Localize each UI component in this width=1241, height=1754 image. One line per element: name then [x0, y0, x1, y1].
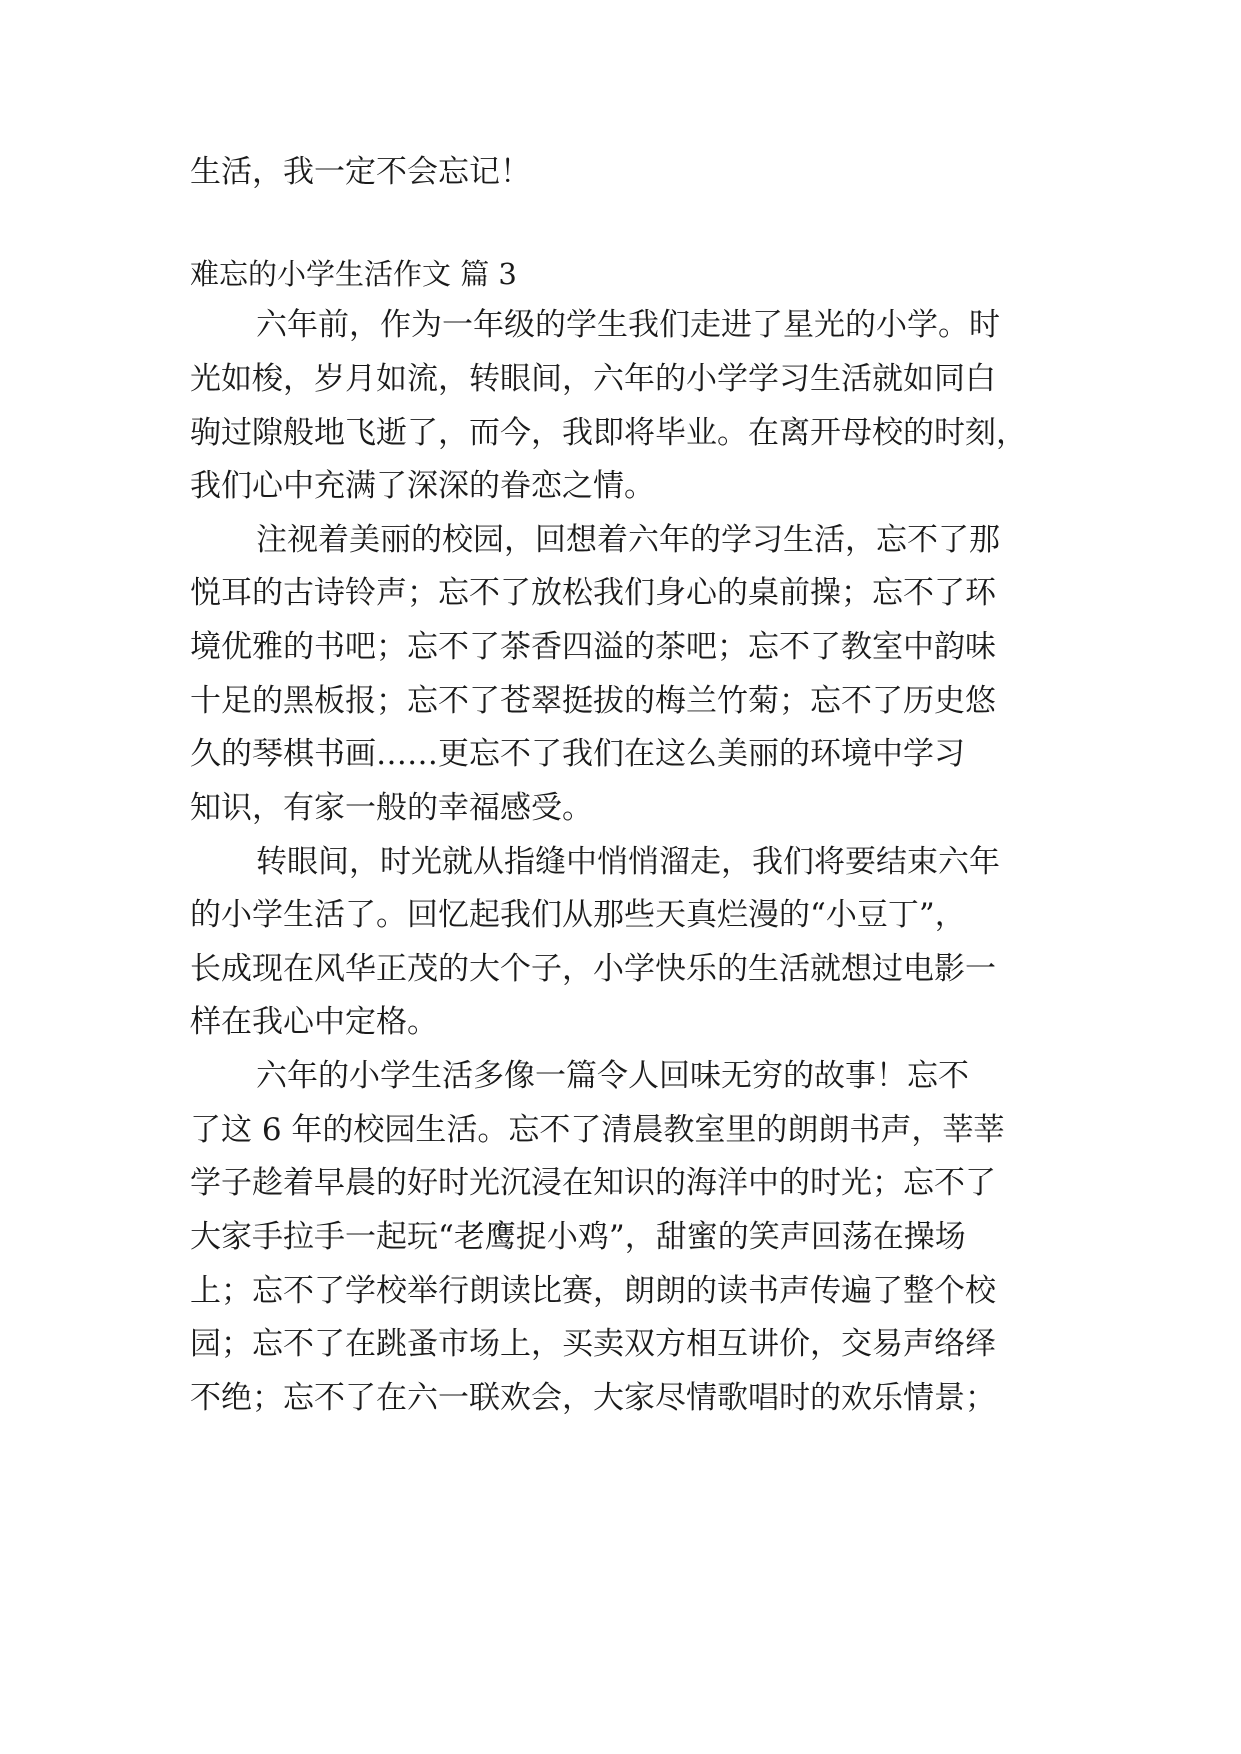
- paragraph-line: 我们心中充满了深深的眷恋之情。: [190, 468, 655, 504]
- paragraph-line: 样在我心中定格。: [190, 1004, 438, 1040]
- paragraph-line: 大家手拉手一起玩“老鹰捉小鸡”，甜蜜的笑声回荡在操场: [190, 1219, 966, 1255]
- paragraph-line: 不绝；忘不了在六一联欢会，大家尽情歌唱时的欢乐情景；: [190, 1380, 996, 1416]
- paragraph-line: 境优雅的书吧；忘不了茶香四溢的茶吧；忘不了教室中韵味: [190, 629, 996, 665]
- section-heading: 难忘的小学生活作文 篇 3: [190, 257, 517, 291]
- paragraph-line: 十足的黑板报；忘不了苍翠挺拔的梅兰竹菊；忘不了历史悠: [190, 683, 996, 719]
- paragraph-line: 上；忘不了学校举行朗读比赛，朗朗的读书声传遍了整个校: [190, 1273, 996, 1309]
- paragraph-line: 六年的小学生活多像一篇令人回味无穷的故事！忘不: [256, 1058, 969, 1094]
- paragraph-line: 悦耳的古诗铃声；忘不了放松我们身心的桌前操；忘不了环: [190, 575, 996, 611]
- paragraph-line: 注视着美丽的校园，回想着六年的学习生活，忘不了那: [256, 522, 1000, 558]
- paragraph-line: 园；忘不了在跳蚤市场上，买卖双方相互讲价，交易声络绎: [190, 1326, 996, 1362]
- paragraph-line: 学子趁着早晨的好时光沉浸在知识的海洋中的时光；忘不了: [190, 1165, 996, 1201]
- paragraph-line: 光如梭，岁月如流，转眼间，六年的小学学习生活就如同白: [190, 361, 996, 397]
- paragraph-line: 六年前，作为一年级的学生我们走进了星光的小学。时: [256, 307, 1000, 343]
- paragraph-line: 的小学生活了。回忆起我们从那些天真烂漫的“小豆丁”，: [190, 897, 966, 933]
- paragraph-line: 知识，有家一般的幸福感受。: [190, 790, 593, 826]
- paragraph-line: 了这 6 年的校园生活。忘不了清晨教室里的朗朗书声，莘莘: [190, 1112, 1005, 1148]
- paragraph-line: 驹过隙般地飞逝了，而今，我即将毕业。在离开母校的时刻，: [190, 415, 1027, 451]
- paragraph-line: 久的琴棋书画……更忘不了我们在这么美丽的环境中学习: [190, 736, 965, 772]
- paragraph-line: 长成现在风华正茂的大个子，小学快乐的生活就想过电影一: [190, 951, 996, 987]
- continuation-text: 生活，我一定不会忘记！: [190, 154, 531, 190]
- paragraph-line: 转眼间，时光就从指缝中悄悄溜走，我们将要结束六年: [256, 844, 1000, 880]
